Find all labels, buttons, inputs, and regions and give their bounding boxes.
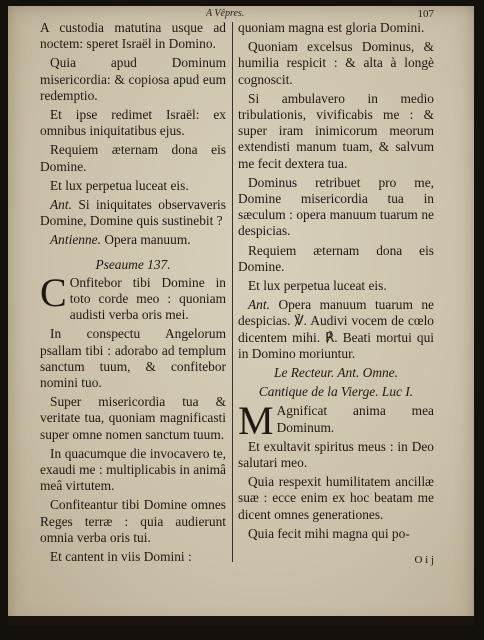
psalm-heading: Pseaume 137. [95,256,171,272]
text-line: Et ipse redimet Israël: ex omnibus iniquitatibus ejus. [40,107,226,139]
canticle-first-text: Agnificat anima mea Dominum. [276,403,434,435]
drop-cap: M [238,398,274,444]
ant-label: Ant. [248,297,270,313]
text-line: Quia fecit mihi magna qui po- [248,525,410,541]
text-line: Requiem æternam dona eis Domine. [238,242,434,274]
ant-text: Si iniquitates observaveris Domine, Domine quis sustinebit ? [40,197,226,229]
text-line: Requiem æternam dona eis Domine. [40,142,226,174]
canticle-heading: Cantique de la Vierge. Luc I. [258,384,414,400]
canticle-first-verse [238,398,434,444]
page-number: 107 [417,8,434,20]
psalm-first-text: Onfitebor tibi Domine in toto corde meo : quoniam audisti verba oris mei. [69,274,226,323]
signature-mark: O i j [414,554,434,566]
book-page [8,6,474,626]
antienne-text: Opera manuum. [104,232,191,248]
text-line: Quia respexit humilitatem ancillæ suæ : ecce enim ex hoc beatam me dicent omnes generationes. [238,474,434,522]
text-line: In quacumque die invocavero te, exaudi me : multiplicabis in animâ meâ virtutem. [40,445,226,494]
left-column [40,20,226,568]
text-line: Et lux perpetua luceat eis. [248,278,387,294]
text-line: Quia apud Dominum misericordia: & copiosa apud eum redemptio. [40,55,226,103]
ant-label: Ant. [50,197,72,213]
column-divider [232,22,233,562]
running-title: A Vêpres. [206,8,245,19]
text-line: Si ambulavero in medio tribulationis, vivificabis me : & super iram inimicorum meorum extendisti manum tuam, & salvum me fecit dextera tua. [238,90,434,171]
text-line: Dominus retribuet pro me, Domine misericordia tua in sæculum : opera manuum tuarum ne despicias. [238,174,434,239]
text-line: Quoniam excelsus Dominus, & humilia respicit : & alta à longè cognoscit. [238,39,434,87]
antiphon [238,297,434,362]
antienne-label: Antienne. [50,232,101,248]
text-line: quoniam magna est gloria Domini. [238,20,425,35]
antiphon [40,197,226,229]
text-line: A custodia matutina usque ad noctem: speret Israël in Domino. [40,20,226,52]
drop-cap: C [40,269,67,315]
text-line: In conspectu Angelorum psallam tibi : adorabo ad templum sanctum tuum, & confitebor nomini tuo. [40,326,226,391]
right-column [238,20,434,545]
rector-line: Le Recteur. Ant. Omne. [274,365,398,381]
text-line: Et exultavit spiritus meus : in Deo salutari meo. [238,438,434,471]
text-line: Super misericordia tua & veritate tua, quoniam magnificasti super omne nomen sanctum tuum. [40,394,226,442]
text-line: Et lux perpetua luceat eis. [50,177,189,193]
text-line: Et cantent in viis Domini : [50,549,192,565]
text-line: Confiteantur tibi Domine omnes Reges terræ : quia audierunt omnia verba oris tui. [40,497,226,545]
ant-text: Opera manuum tuarum ne despicias. ℣. Audivi vocem de cœlo dicentem mihi. ℟. Beati mortui qui in Domino moriuntur. [238,297,434,361]
page-edge-shadow [8,616,474,626]
psalm-first-verse [40,269,226,324]
antienne [40,232,226,248]
